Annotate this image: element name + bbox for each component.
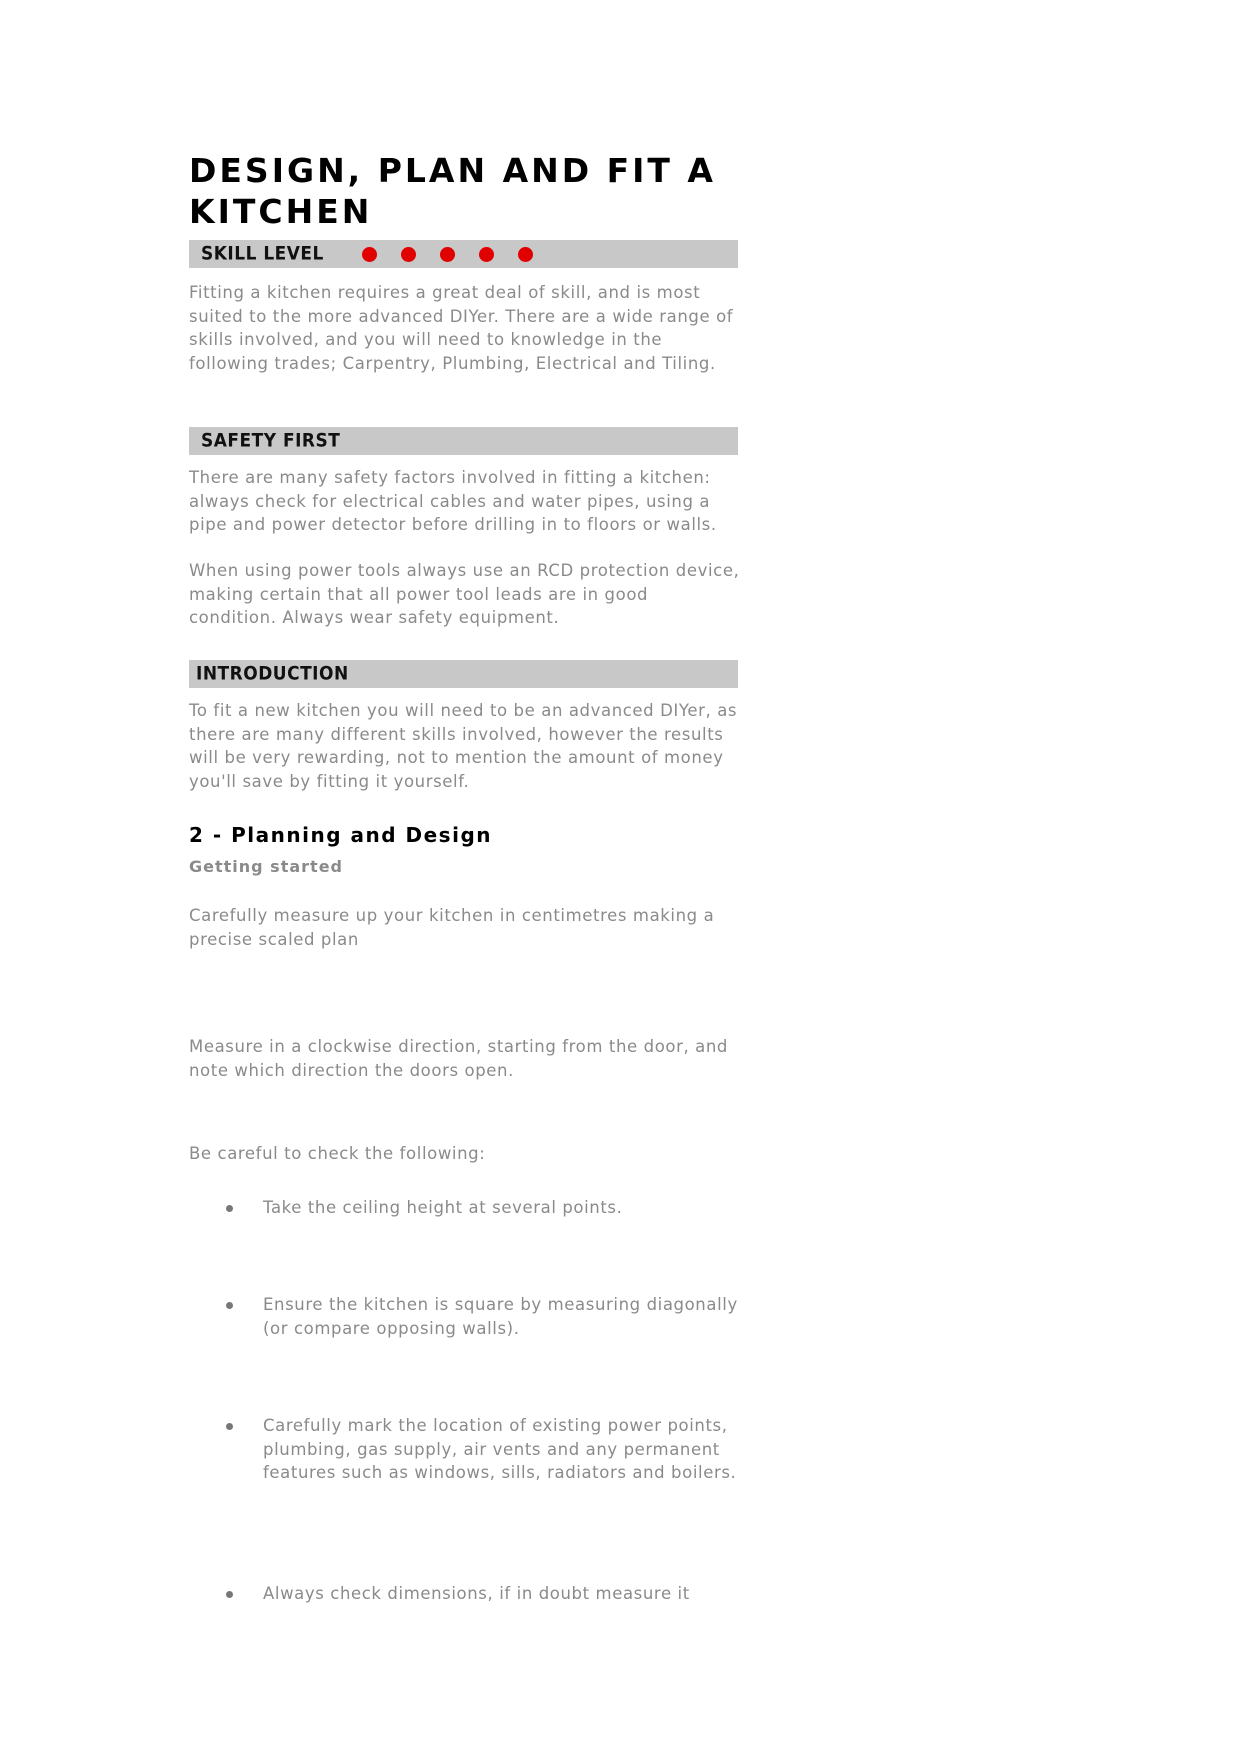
safety-first-bar <box>189 427 738 455</box>
safety-paragraph-2: When using power tools always use an RCD protection device, making certain that all power tool leads are in good condition. Always wear safety equipment. <box>189 561 740 627</box>
introduction-label: INTRODUCTION <box>196 663 349 685</box>
list-item-text: Always check dimensions, if in doubt measure it <box>263 1584 690 1603</box>
list-item-text: Carefully mark the location of existing power points, plumbing, gas supply, air vents and any permanent features such as windows, sills, radiators and boilers. <box>263 1416 737 1482</box>
list-item <box>263 1414 743 1485</box>
bullet-icon <box>226 1205 233 1212</box>
skill-dot <box>440 247 455 262</box>
title-line-1: DESIGN, PLAN AND FIT A <box>189 151 716 190</box>
introduction-bar <box>189 660 738 688</box>
skill-dot <box>518 247 533 262</box>
introduction-paragraph: To fit a new kitchen you will need to be an advanced DIYer, as there are many different skills involved, however the results will be very rewarding, not to mention the amount of money you'll save by fitting it yourself. <box>189 701 738 791</box>
bullet-icon <box>226 1423 233 1430</box>
section-heading: 2 - Planning and Design <box>189 823 492 847</box>
bullet-icon <box>226 1591 233 1598</box>
check-intro-paragraph: Be careful to check the following: <box>189 1144 486 1163</box>
document-title <box>189 150 716 232</box>
section-subheading: Getting started <box>189 857 343 876</box>
skill-level-rating <box>362 247 533 262</box>
measure-paragraph: Carefully measure up your kitchen in centimetres making a precise scaled plan <box>189 906 715 949</box>
list-item <box>263 1196 743 1220</box>
clockwise-paragraph: Measure in a clockwise direction, starting from the door, and note which direction the doors open. <box>189 1037 728 1080</box>
skill-level-bar <box>189 240 738 268</box>
title-line-2: KITCHEN <box>189 192 373 231</box>
list-item <box>263 1582 743 1606</box>
list-item-text: Ensure the kitchen is square by measuring diagonally (or compare opposing walls). <box>263 1295 738 1338</box>
skill-dot <box>362 247 377 262</box>
bullet-icon <box>226 1302 233 1309</box>
list-item-text: Take the ceiling height at several points. <box>263 1198 623 1217</box>
skill-dot <box>401 247 416 262</box>
skill-dot <box>479 247 494 262</box>
list-item <box>263 1293 743 1340</box>
intro-paragraph: Fitting a kitchen requires a great deal of skill, and is most suited to the more advanced DIYer. There are a wide range of skills involved, and you will need to knowledge in the following trades; Carpentry, Plumbing, Electrical and Tiling. <box>189 283 734 373</box>
skill-level-label: SKILL LEVEL <box>201 243 324 265</box>
safety-paragraph-1: There are many safety factors involved in fitting a kitchen: always check for electrical cables and water pipes, using a pipe and power detector before drilling in to floors or walls. <box>189 468 717 534</box>
safety-first-label: SAFETY FIRST <box>201 430 341 452</box>
